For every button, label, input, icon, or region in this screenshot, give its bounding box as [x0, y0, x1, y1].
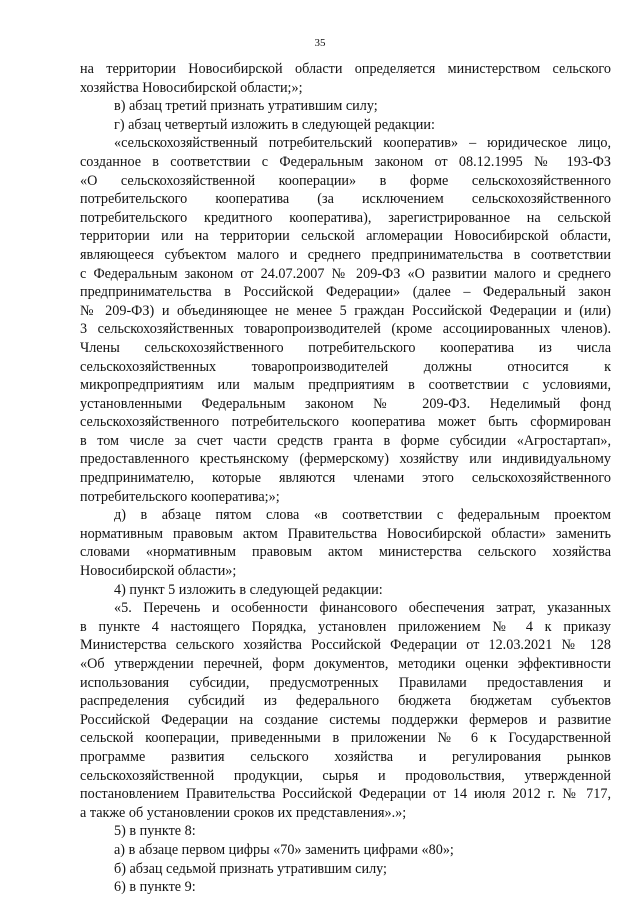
text-line: использования субсидии, предусмотренных Правилами предоставления и [80, 674, 611, 691]
text-line: 3 сельскохозяйственных товаропроизводителей (кроме ассоциированных членов). [80, 321, 611, 338]
text-line: в том числе за счет части средств гранта в форме субсидии «Агростартап», [80, 432, 611, 449]
text-line: «сельскохозяйственный потребительский кооператив» – юридическое лицо, [114, 135, 611, 152]
text-line: а также об установлении сроков их представления».»; [80, 804, 407, 821]
text-line: Российской Федерации на создание системы поддержки фермеров и развитие [80, 711, 611, 728]
text-line: в пункте 4 настоящего Порядка, установлен приложением № 4 к приказу [80, 618, 611, 635]
document-body [80, 60, 611, 897]
text-line: предпринимателю, которые являются членами этого сельскохозяйственного [80, 470, 611, 487]
text-line: с Федеральным законом от 24.07.2007 № 209-ФЗ «О развитии малого и среднего [80, 265, 611, 282]
text-line: потребительского кооператива;»; [80, 488, 280, 505]
text-line: 4) пункт 5 изложить в следующей редакции: [114, 581, 383, 598]
text-line: сельскохозяйственных товаропроизводителей должны относится к [80, 358, 611, 375]
text-line: словами «нормативным правовым актом министерства сельского хозяйства [80, 544, 611, 561]
text-line: потребительского кредитного кооператива), зарегистрированное на сельской [80, 209, 611, 226]
text-line: являющееся субъектом малого и среднего предпринимательства в соответствии [80, 246, 611, 263]
text-line: программе развития сельского хозяйства и регулирования рынков [80, 748, 611, 765]
text-line: созданное в соответствии с Федеральным законом от 08.12.1995 № 193-ФЗ [80, 153, 611, 170]
text-line: 6) в пункте 9: [114, 879, 196, 896]
text-line: распределения субсидий из федерального бюджета бюджетам субъектов [80, 693, 611, 710]
text-line: микропредприятиям или малым предприятиям в соответствии с условиями, [80, 377, 611, 394]
text-line: на территории Новосибирской области определяется министерством сельского [80, 61, 611, 77]
text-line: потребительского кооператива (за исключением сельскохозяйственного [80, 191, 611, 208]
text-line: в) абзац третий признать утратившим силу; [114, 98, 378, 115]
text-line: территории или на территории сельской агломерации Новосибирской области, [80, 228, 611, 245]
text-line: установленными Федеральным законом № 209-ФЗ. Неделимый фонд [80, 395, 611, 412]
text-line: д) в абзаце пятом слова «в соответствии с федеральным проектом [114, 507, 611, 524]
text-line: сельскохозяйственной продукции, сырья и продовольствия, утвержденной [80, 767, 611, 784]
page-number: 35 [314, 37, 326, 49]
text-line: № 209-ФЗ) и объединяющее не менее 5 граждан Российской Федерации и (или) [80, 302, 611, 319]
text-line: хозяйства Новосибирской области;»; [80, 79, 303, 96]
text-line: Члены сельскохозяйственного потребительского кооператива из числа [80, 339, 611, 356]
text-line: «Об утверждении перечней, форм документов, методики оценки эффективности [80, 656, 611, 672]
text-line: а) в абзаце первом цифры «70» заменить цифрами «80»; [114, 841, 454, 858]
text-line: сельской кооперации, приведенными в приложении № 6 к Государственной [80, 730, 611, 747]
text-line: Новосибирской области»; [80, 563, 237, 580]
text-line: б) абзац седьмой признать утратившим силу; [114, 860, 387, 877]
text-line: постановлением Правительства Российской Федерации от 14 июля 2012 г. № 717, [80, 786, 611, 803]
text-line: «О сельскохозяйственной кооперации» в форме сельскохозяйственного [80, 172, 611, 189]
text-line: предоставленного крестьянскому (фермерскому) хозяйству или индивидуальному [80, 451, 611, 468]
text-line: г) абзац четвертый изложить в следующей редакции: [114, 116, 435, 133]
text-line: предпринимательства в Российской Федерации» (далее – Федеральный закон [80, 284, 611, 301]
text-line: 5) в пункте 8: [114, 823, 196, 840]
text-line: нормативным правовым актом Правительства Новосибирской области» заменить [80, 525, 611, 542]
text-line: Министерства сельского хозяйства Российской Федерации от 12.03.2021 № 128 [80, 637, 611, 654]
text-line: «5. Перечень и особенности финансового обеспечения затрат, указанных [114, 600, 611, 617]
text-line: сельскохозяйственного потребительского кооператива может быть сформирован [80, 414, 611, 431]
